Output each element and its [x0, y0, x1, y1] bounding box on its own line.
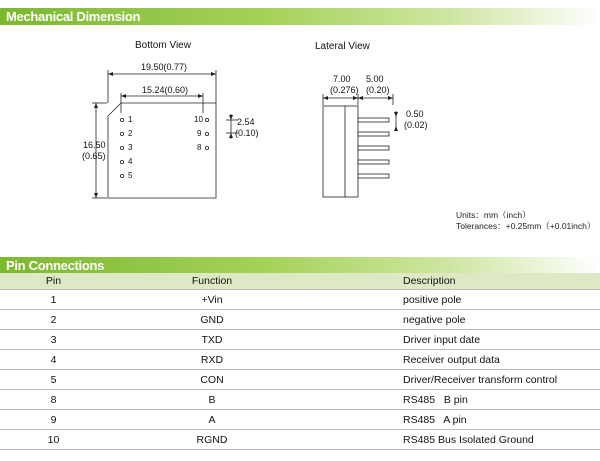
pin-label-3: 3 — [128, 143, 133, 152]
pin-label-5: 5 — [128, 171, 133, 180]
cell-description: Driver input date — [317, 330, 600, 350]
cell-pin: 4 — [0, 350, 107, 370]
tolerances-note: Tolerances：+0.25mm（+0.01inch） — [456, 221, 596, 231]
cell-pin: 1 — [0, 290, 107, 310]
dim-pin-length-mm: 5.00 — [366, 74, 384, 84]
cell-function: GND — [107, 310, 317, 330]
pin-label-10: 10 — [194, 115, 203, 124]
cell-function: RXD — [107, 350, 317, 370]
cell-pin: 10 — [0, 430, 107, 450]
cell-description: Driver/Receiver transform control — [317, 370, 600, 390]
cell-description: RS485 B pin — [317, 390, 600, 410]
dim-pin-span: 15.24(0.60) — [142, 85, 189, 95]
mechanical-dimension-title: Mechanical Dimension — [6, 9, 141, 24]
table-row — [0, 370, 600, 390]
cell-description: RS485 A pin — [317, 410, 600, 430]
cell-function: TXD — [107, 330, 317, 350]
cell-description: Receiver output data — [317, 350, 600, 370]
bottom-view-title: Bottom View — [135, 40, 191, 51]
cell-function: CON — [107, 370, 317, 390]
pin-label-4: 4 — [128, 157, 133, 166]
cell-pin: 2 — [0, 310, 107, 330]
pin-label-9: 9 — [197, 129, 202, 138]
pin-connections-header — [0, 257, 600, 274]
table-row — [0, 390, 600, 410]
pin-label-8: 8 — [197, 143, 202, 152]
dim-height-mm: 16.50 — [83, 140, 106, 150]
dim-overall-width: 19.50(0.77) — [141, 62, 188, 72]
table-row — [0, 310, 600, 330]
dim-pitch-in: (0.10) — [235, 128, 259, 138]
pin-label-2: 2 — [128, 129, 133, 138]
table-row — [0, 290, 600, 310]
table-row — [0, 350, 600, 370]
cell-description: RS485 Bus Isolated Ground — [317, 430, 600, 450]
cell-pin: 5 — [0, 370, 107, 390]
units-note: Units：mm（inch） — [456, 210, 531, 220]
cell-description: negative pole — [317, 310, 600, 330]
cell-function: RGND — [107, 430, 317, 450]
table-header-row — [0, 273, 600, 290]
dim-body-mm: 7.00 — [333, 74, 351, 84]
dim-pin-dia-mm: 0.50 — [406, 109, 424, 119]
cell-pin: 8 — [0, 390, 107, 410]
pin-connections-title: Pin Connections — [6, 258, 105, 273]
column-header-pin: Pin — [0, 273, 107, 290]
cell-function: +Vin — [107, 290, 317, 310]
pin-label-1: 1 — [128, 115, 133, 124]
dim-body-in: (0.276) — [330, 85, 359, 95]
cell-description: positive pole — [317, 290, 600, 310]
lateral-pin-5 — [358, 174, 389, 178]
lateral-pin-2 — [358, 132, 389, 136]
pin-connections-table — [0, 273, 600, 450]
table-row — [0, 330, 600, 350]
lateral-pin-3 — [358, 146, 389, 150]
table-row — [0, 430, 600, 450]
cell-function: B — [107, 390, 317, 410]
cell-pin: 3 — [0, 330, 107, 350]
lateral-view-title: Lateral View — [315, 41, 370, 52]
lateral-pin-4 — [358, 160, 389, 164]
dim-pin-dia-in: (0.02) — [404, 120, 428, 130]
dim-height-in: (0.65) — [82, 151, 106, 161]
table-row — [0, 410, 600, 430]
dim-pin-length-in: (0.20) — [366, 85, 390, 95]
cell-function: A — [107, 410, 317, 430]
column-header-function: Function — [107, 273, 317, 290]
column-header-description: Description — [317, 273, 600, 290]
lateral-pin-1 — [358, 118, 389, 122]
cell-pin: 9 — [0, 410, 107, 430]
dim-pitch-mm: 2.54 — [237, 117, 255, 127]
